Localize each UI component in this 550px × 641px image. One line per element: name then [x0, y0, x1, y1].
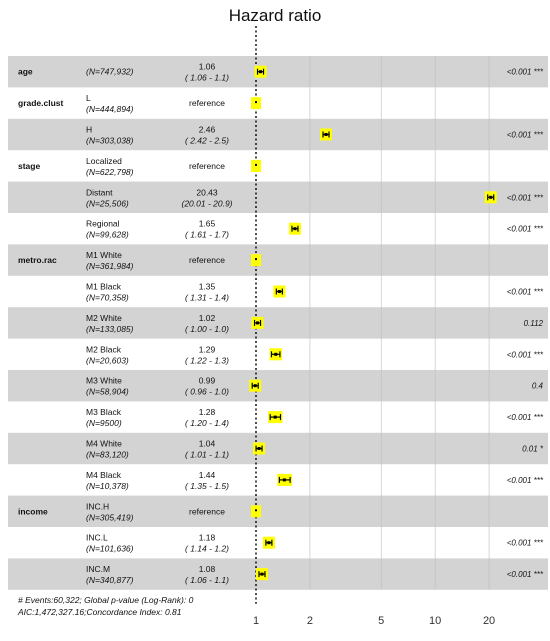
n-label: (N=444,894)	[86, 104, 134, 115]
p-value: <0.001 ***	[506, 538, 543, 548]
ci-text: ( 1.00 - 1.0)	[185, 323, 229, 334]
ci-text: ( 1.31 - 1.4)	[185, 292, 229, 303]
hr-text: 1.28	[198, 407, 216, 418]
reference-marker	[255, 509, 257, 511]
hr-point	[258, 447, 261, 450]
n-label: (N=58,904)	[86, 386, 129, 397]
p-value: <0.001 ***	[506, 475, 543, 485]
ci-text: ( 1.20 - 1.4)	[185, 418, 229, 429]
level-label: M3 Black	[86, 407, 121, 418]
p-value: 0.01 *	[522, 444, 543, 454]
ci-text: ( 0.96 - 1.0)	[185, 386, 229, 397]
hr-text: 0.99	[198, 375, 216, 386]
variable-label: stage	[18, 160, 41, 171]
hr-point	[260, 573, 263, 576]
level-label: M1 Black	[86, 281, 121, 292]
hr-text: 1.04	[198, 438, 216, 449]
hr-text: 20.43	[196, 187, 218, 198]
ci-text: ( 1.14 - 1.2)	[185, 543, 229, 554]
hr-point	[274, 416, 277, 419]
reference-marker	[255, 101, 257, 103]
level-label: M2 Black	[86, 344, 121, 355]
reference-marker	[255, 258, 257, 260]
n-label: (N=340,877)	[86, 575, 134, 586]
hr-text: 1.08	[198, 564, 216, 575]
x-tick-label: 20	[482, 614, 496, 627]
hr-text: reference	[189, 506, 225, 517]
level-label: Distant	[86, 187, 113, 198]
variable-label: income	[18, 506, 48, 517]
n-label: (N=305,419)	[86, 512, 134, 523]
hr-text: 1.44	[198, 469, 216, 480]
hr-point	[254, 384, 257, 387]
variable-label: grade.clust	[18, 98, 64, 109]
hr-text: 1.02	[198, 312, 216, 323]
hr-point	[259, 70, 262, 73]
n-label: (N=101,636)	[86, 543, 134, 554]
p-value: <0.001 ***	[506, 350, 543, 360]
variable-label: metro.rac	[18, 255, 57, 266]
chart-title: Hazard ratio	[228, 6, 322, 25]
level-label: M3 White	[86, 375, 122, 386]
n-label: (N=9500)	[86, 418, 122, 429]
hr-point	[283, 478, 286, 481]
n-label: (N=133,085)	[86, 323, 134, 334]
ci-text: ( 2.42 - 2.5)	[185, 135, 229, 146]
p-value: 0.4	[531, 381, 543, 391]
variable-label: age	[18, 66, 33, 77]
reference-marker	[255, 164, 257, 166]
ci-text: (20.01 - 20.9)	[181, 198, 233, 209]
hr-text: 2.46	[198, 124, 216, 135]
p-value: 0.112	[523, 318, 543, 328]
p-value: <0.001 ***	[506, 224, 543, 234]
n-label: (N=361,984)	[86, 261, 134, 272]
n-label: (N=70,358)	[86, 292, 129, 303]
hr-point	[293, 227, 296, 230]
n-label: (N=99,628)	[86, 229, 129, 240]
hr-text: 1.65	[198, 218, 216, 229]
x-tick-label: 1	[252, 614, 260, 627]
p-value: <0.001 ***	[506, 570, 543, 580]
ci-text: ( 1.06 - 1.1)	[185, 575, 229, 586]
hr-text: 1.18	[198, 532, 216, 543]
n-label: (N=83,120)	[86, 449, 129, 460]
level-label: Regional	[86, 218, 120, 229]
hr-text: reference	[189, 98, 225, 109]
level-label: M1 White	[86, 250, 122, 261]
hr-point	[325, 133, 328, 136]
p-value: <0.001 ***	[506, 67, 543, 77]
level-label: H	[86, 124, 93, 135]
hr-point	[256, 321, 259, 324]
x-tick-label: 5	[378, 614, 385, 627]
hr-text: 1.06	[198, 61, 216, 72]
ci-text: ( 1.01 - 1.1)	[185, 449, 229, 460]
ci-text: ( 1.35 - 1.5)	[185, 480, 229, 491]
level-label: M2 White	[86, 312, 122, 323]
hr-text: reference	[189, 160, 225, 171]
ci-text: ( 1.61 - 1.7)	[185, 229, 229, 240]
hr-text: 1.35	[198, 281, 216, 292]
n-label: (N=10,378)	[86, 480, 129, 491]
p-value: <0.001 ***	[506, 193, 543, 203]
n-label: (N=747,932)	[86, 66, 134, 77]
n-label: (N=25,506)	[86, 198, 129, 209]
level-label: M4 Black	[86, 469, 121, 480]
hr-point	[489, 196, 492, 199]
level-label: Localized	[86, 155, 122, 166]
p-value: <0.001 ***	[506, 413, 543, 423]
n-label: (N=303,038)	[86, 135, 134, 146]
hr-point	[274, 353, 277, 356]
level-label: M4 White	[86, 438, 122, 449]
hr-point	[267, 541, 270, 544]
n-label: (N=622,798)	[86, 166, 134, 177]
level-label: INC.L	[86, 532, 108, 543]
x-tick-label: 10	[429, 614, 442, 627]
level-label: L	[86, 93, 91, 104]
ci-text: ( 1.22 - 1.3)	[185, 355, 229, 366]
hr-point	[278, 290, 281, 293]
p-value: <0.001 ***	[506, 287, 543, 297]
hr-text: 1.29	[198, 344, 216, 355]
n-label: (N=20,603)	[86, 355, 129, 366]
chart-footer	[18, 594, 193, 618]
level-label: INC.M	[86, 564, 111, 575]
level-label: INC.H	[86, 501, 110, 512]
hr-text: reference	[189, 255, 225, 266]
footer-events-line: # Events:60,322; Global p-value (Log-Rank): 0	[18, 595, 194, 605]
p-value: <0.001 ***	[506, 130, 543, 140]
footer-aic-line: AIC:1,472,327.16;Concordance Index: 0.81	[18, 607, 182, 617]
x-tick-label: 2	[306, 614, 313, 627]
ci-text: ( 1.06 - 1.1)	[185, 72, 229, 83]
